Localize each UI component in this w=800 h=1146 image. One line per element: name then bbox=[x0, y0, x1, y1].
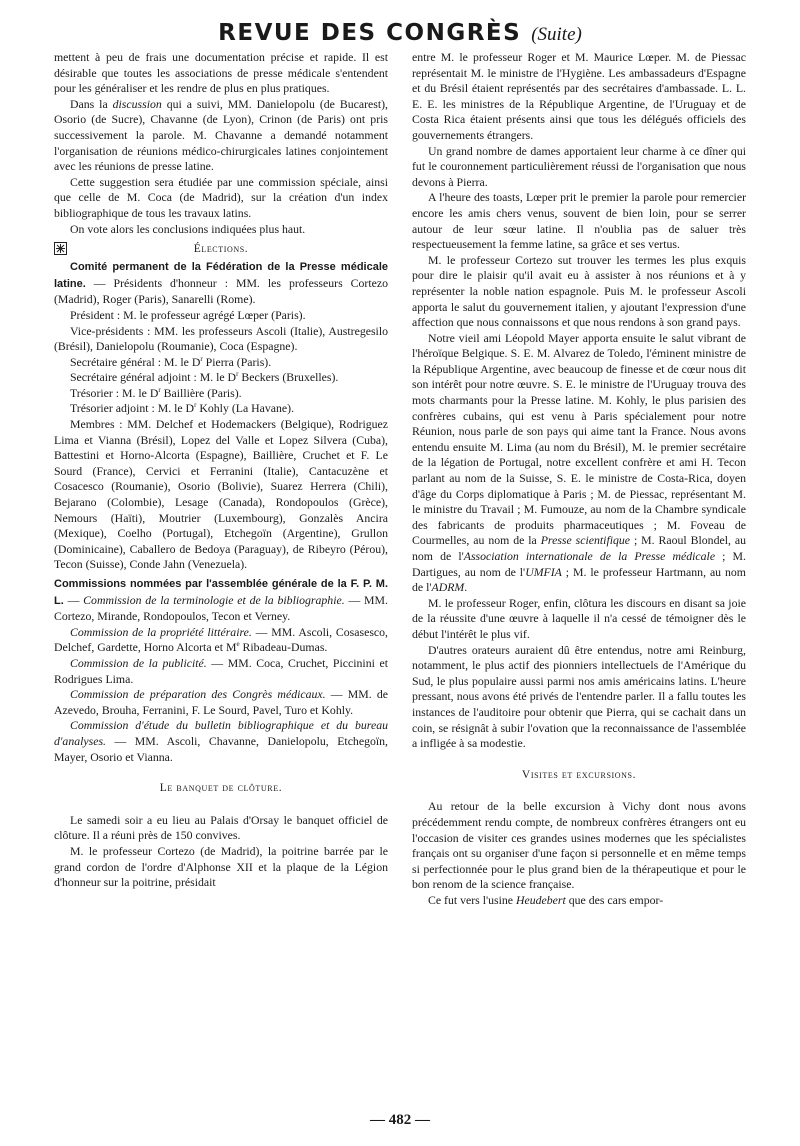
page-number: — 482 — bbox=[370, 1112, 430, 1128]
president-line: Président : M. le professeur agrégé Lœper (Paris). bbox=[70, 307, 306, 322]
left-column bbox=[54, 50, 388, 891]
paragraph: A l'heure des toasts, Lœper prit le premier la parole pour remercier encore les amis chers venus, souvent de bien loin, pour se serrer autour de leur sœur latine. Il n'oublia pas de saluer très respectueusement la femme latine, sa grâce et ses vertus. bbox=[412, 190, 746, 252]
commission-paragraph: Commission de la publicité. — MM. Coca, Cruchet, Piccinini et Rodrigues Lima. bbox=[54, 655, 388, 686]
section-title-visites: Visites et excursions. bbox=[521, 768, 637, 781]
secretaire-line: Secrétaire général : M. le $D^r$ Pierra (Paris). bbox=[70, 354, 272, 369]
section-ornament-icon bbox=[54, 242, 67, 255]
page-header bbox=[0, 20, 800, 46]
commissions-heading: Commissions nommées par l'assemblée générale de la F. P. M. L. — Commission de la terminologie et de la bibliographie. — MM. Cortezo, Mirande, Rondopoulos, Tecon et Verney. bbox=[54, 578, 388, 624]
title-suite: (Suite) bbox=[531, 24, 582, 45]
paragraph: Cette suggestion sera étudiée par une commission spéciale, ainsi que celle de M. Coca (de Madrid), sur la création d'un index bibliographique de tous les travaux latins. bbox=[54, 174, 388, 220]
secretaire-adjoint-line: Secrétaire général adjoint : M. le $D^r$ Beckers (Bruxelles). bbox=[70, 370, 339, 385]
membres-paragraph: Membres : MM. Delchef et Hodemackers (Belgique), Rodriguez Lima et Vianna (Brésil), Lopez del Valle et Lopez Silvera (Cuba), Battestini et Horno-Alcorta (Espagne), Baillière, Cruchet et F. Le Sourd (France), Cervici et Ferranini (Italie), Cantacuzène et Cosacesco (Roumanie), Osorio (Bolivie), Suarez Herrera (Chili), Bejarano (Colombie), Lesage (Canada), Rondopoulos (Grèce), Nemours (Haïti), Moutrier (Luxembourg), Gonzalès Ancira (Mexique), Coelho (Portugal), Etchegoïn (Argentine), Grullon (Dominicaine), Caballero de Bedoya (Paraguay), de Ribeyro (Pérou), Tecon (Suisse), Conde Jahn (Venezuela). bbox=[54, 417, 388, 572]
right-column bbox=[412, 50, 746, 908]
paragraph-heudebert: Ce fut vers l'usine Heudebert que des cars empor- bbox=[428, 892, 664, 907]
paragraph-speeches: Notre vieil ami Léopold Mayer apporta ensuite le salut vibrant de l'héroïque Belgique. S. E. M. Alvarez de Toledo, l'éminent ministre de la République Argentine, avec beaucoup de finesse et de cœur nous dit son intérêt pour notre œuvre. S. E. le ministre de l'Uruguay trouva des mots charmants pour la Presse latine. M. Kohly, le plus parisien des confrères cubains, qui est venu à Paris spécialement pour notre Réunion, nous parle de son pays qui aime tant la France. Nous avons entendu ensuite M. Lima (au nom du Brésil), M. le premier secrétaire de la légation de Portugal, notre excellent confrère et ami H. Tecon parlant au nom de la Suisse, S. E. le ministre de Costa-Rica, doyen d'âge du Corps diplomatique à Paris ; M. de Piessac, représentant M. le ministre du Travail ; M. Fumouze, au nom de la Chambre syndicale des fabricants de produits pharmaceutiques ; M. Foveau de Courmelles, au nom de la Presse scientifique ; M. Raoul Blondel, au nom de l'Association internationale de la Presse médicale ; M. Dartigues, au nom de l'UMFIA ; M. le professeur Hartmann, au nom de l'ADRM. bbox=[412, 330, 746, 595]
journal-title: REVUE DES CONGRÈS bbox=[218, 20, 522, 46]
vice-presidents-line: Vice-présidents : MM. les professeurs Ascoli (Italie), Austregesilo (Brésil), Danielopolu (Roumanie), Coca (Espagne). bbox=[54, 323, 388, 354]
paragraph: D'autres orateurs auraient dû être entendus, notre ami Reinburg, notamment, le plus actif des pionniers intellectuels de l'Amérique du Sud, le plus populaire aussi parmi nos amis américains latins. L'heure pressant, nous avons été privés de l'entendre parler. Il a fallu toutes les instances de l'auditoire pour obtenir que Pierra, qui se cachait dans un coin, se résignât à subir l'ovation que la reconnaissance de l'assemblée a infligée à sa modestie. bbox=[412, 642, 746, 751]
paragraph: M. le professeur Roger, enfin, clôtura les discours en disant sa joie de la réussite d'une œuvre à laquelle il n'a cessé de témoigner dès le début l'intérêt le plus vif. bbox=[412, 595, 746, 641]
commission-paragraph: Commission de préparation des Congrès médicaux. — MM. de Azevedo, Brouha, Ferranini, F. Le Sourd, Pavel, Turo et Kohly. bbox=[54, 687, 388, 717]
section-title-banquet: Le banquet de clôture. bbox=[159, 782, 283, 795]
commission-paragraph: Commission de la propriété littéraire. — MM. Ascoli, Cosasesco, Delchef, Gardette, Horno Alcorta et Me Ribadeau-Dumas. bbox=[54, 624, 388, 655]
tresorier-adjoint-line: Trésorier adjoint : M. le $D^r$ Kohly (La Havane). bbox=[70, 401, 295, 416]
elections-heading-row bbox=[54, 239, 388, 259]
section-title-elections: Élections. bbox=[193, 243, 249, 256]
paragraph: M. le professeur Cortezo (de Madrid), la poitrine barrée par le grand cordon de l'ordre d'Alphonse XII et la plaque de la Légion d'honneur sur la poitrine, présidait bbox=[54, 843, 388, 890]
paragraph: On vote alors les conclusions indiquées plus haut. bbox=[70, 221, 306, 236]
tresorier-line: Trésorier : M. le $D^r$ Baillière (Paris). bbox=[70, 385, 242, 400]
commission-paragraph: Commission d'étude du bulletin bibliographique et du bureau d'analyses. — MM. Ascoli, Chavanne, Danielopolu, Etchegoïn, Mayer, Osorio et Vianna. bbox=[54, 718, 388, 764]
paragraph: Le samedi soir a eu lieu au Palais d'Orsay le banquet officiel de clôture. Il a réuni près de 150 convives. bbox=[54, 812, 388, 843]
paragraph: mettent à peu de frais une documentation précise et rapide. Il est désirable que toutes les associations de presse médicale s'entendent pour les généraliser et les rendre de plus en plus pratiques. bbox=[54, 50, 388, 96]
paragraph-comite: Comité permanent de la Fédération de la Presse médicale latine. — Présidents d'honneur : MM. les professeurs Cortezo (Madrid), Roger (Paris), Sanarelli (Rome). bbox=[54, 261, 388, 307]
paragraph: Au retour de la belle excursion à Vichy dont nous avons précédemment rendu compte, de nombreux confrères étrangers ont eu l'occasion de visiter ces grandes usines modernes que les spécialistes français ont su organiser d'une façon si personnelle et en même temps si perfectionnée pour le plus grand bien de la thérapeutique et pour le bon renom de la science française. bbox=[412, 799, 746, 892]
paragraph-discussion: Dans la discussion qui a suivi, MM. Danielopolu (de Bucarest), Osorio (de Sucre), Chavanne (de Lyon), Crinon (de Paris) ont pris successivement la parole. M. Chavanne a demandé notamment l'organisation de réunions médico-chirurgicales latines conjointement avec les réunions de presse latine. bbox=[54, 96, 388, 174]
paragraph: entre M. le professeur Roger et M. Maurice Lœper. M. de Piessac représentait M. le ministre de l'Hygiène. Les ambassadeurs d'Espagne et du Brésil étaient représentés par des secrétaires d'ambassade. L. L. E. E. les ministres de la République Argentine, de l'Uruguay et de Costa Rica étaient présents ainsi que tous les délégués officiels des gouvernements étrangers. bbox=[412, 50, 746, 142]
paragraph: Un grand nombre de dames apportaient leur charme à ce dîner qui fut le couronnement particulièrement réussi de l'organisation que nous devons à Pierra. bbox=[412, 143, 746, 189]
paragraph: M. le professeur Cortezo sut trouver les termes les plus exquis pour dire le plaisir qu'il avait eu à assister à nos réunions et à y représenter la noble nation espagnole. Puis M. le professeur Ascoli apporta le salut du gouvernement italien, y ajoutant l'expression d'une affection que nous connaissons et que nous rendons à son grand pays. bbox=[412, 252, 746, 330]
